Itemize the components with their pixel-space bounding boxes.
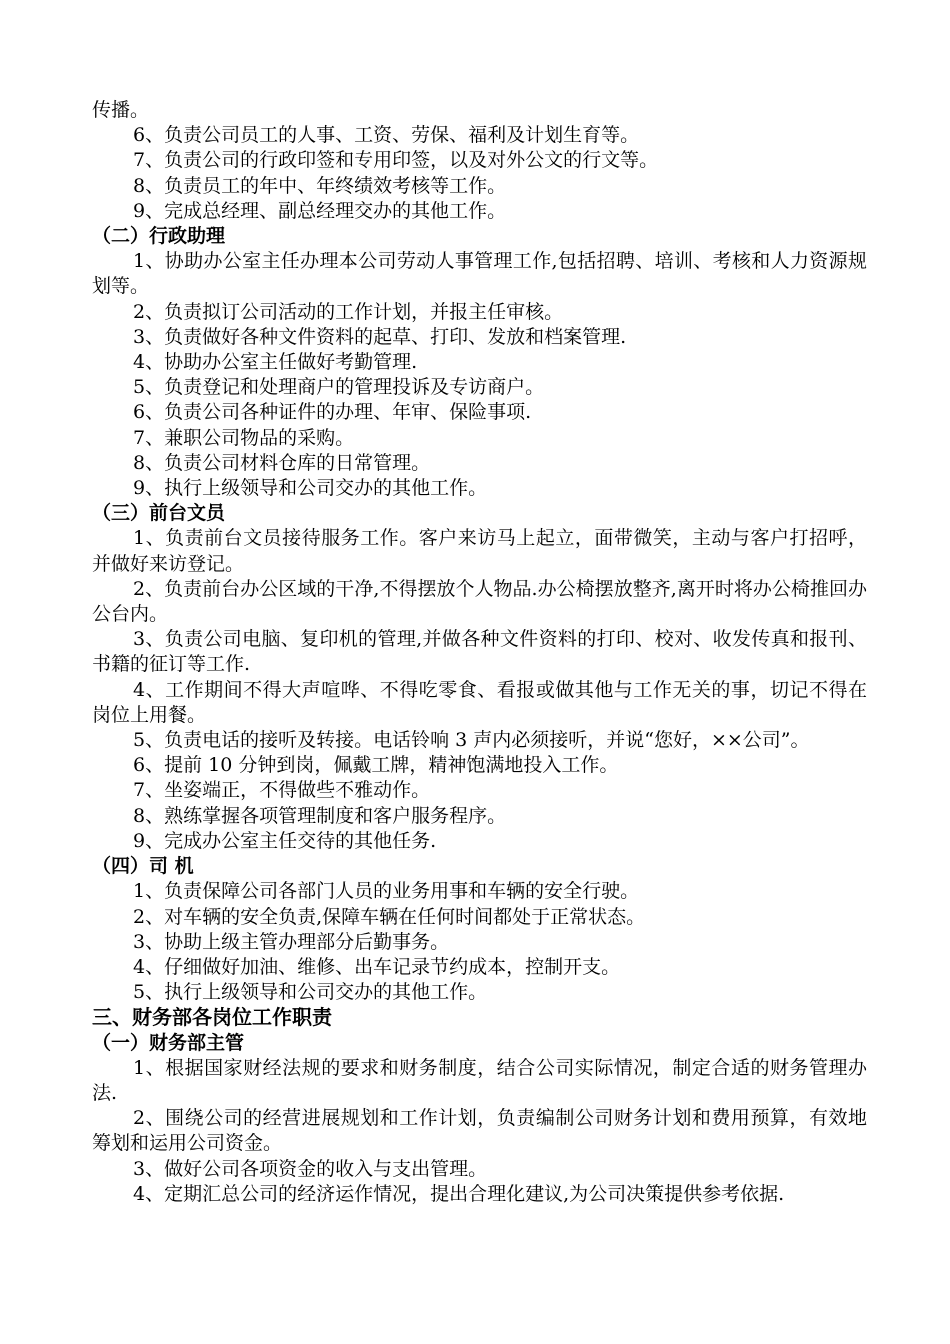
section-heading: （一）财务部主管 — [92, 1031, 245, 1054]
section-heading: （三）前台文员 — [92, 502, 226, 525]
list-item: 4、定期汇总公司的经济运作情况，提出合理化建议,为公司决策提供参考依据. — [133, 1182, 785, 1205]
list-item: 2、对车辆的安全负责,保障车辆在任何时间都处于正常状态。 — [133, 905, 646, 928]
list-item: 3、负责做好各种文件资料的起草、打印、发放和档案管理. — [133, 325, 627, 348]
list-item: 2、负责拟订公司活动的工作计划，并报主任审核。 — [133, 300, 564, 323]
list-item: 4、工作期间不得大声喧哗、不得吃零食、看报或做其他与工作无关的事，切记不得在岗位上用餐。 — [92, 678, 867, 726]
list-item: 7、兼职公司物品的采购。 — [133, 426, 355, 449]
list-item: 5、负责电话的接听及转接。电话铃响 3 声内必须接听，并说“您好，××公司”。 — [133, 729, 810, 752]
list-item: 5、负责登记和处理商户的管理投诉及专访商户。 — [133, 376, 545, 399]
list-item: 3、做好公司各项资金的收入与支出管理。 — [133, 1157, 488, 1180]
list-item: 4、协助办公室主任做好考勤管理. — [133, 351, 418, 374]
list-item: 8、负责员工的年中、年终绩效考核等工作。 — [133, 174, 507, 197]
list-item: 9、完成办公室主任交待的其他任务. — [133, 829, 437, 852]
list-item: 8、熟练掌握各项管理制度和客户服务程序。 — [133, 804, 507, 827]
section-heading: （四）司 机 — [92, 855, 194, 878]
list-item: 8、负责公司材料仓库的日常管理。 — [133, 451, 431, 474]
list-item: 6、负责公司各种证件的办理、年审、保险事项. — [133, 401, 532, 424]
list-item: 1、根据国家财经法规的要求和财务制度，结合公司实际情况，制定合适的财务管理办法. — [92, 1056, 867, 1104]
list-item: 3、负责公司电脑、复印机的管理,并做各种文件资料的打印、校对、收发传真和报刊、书籍的征订等工作. — [92, 628, 867, 676]
list-item: 6、负责公司员工的人事、工资、劳保、福利及计划生育等。 — [133, 124, 640, 147]
chapter-heading: 三、财务部各岗位工作职责 — [92, 1005, 332, 1030]
list-item: 2、负责前台办公区域的干净,不得摆放个人物品.办公椅摆放整齐,离开时将办公椅推回办公台内。 — [92, 577, 867, 626]
list-item: 9、执行上级领导和公司交办的其他工作。 — [133, 477, 488, 500]
list-item: 5、执行上级领导和公司交办的其他工作。 — [133, 981, 488, 1004]
list-item: 1、协助办公室主任办理本公司劳动人事管理工作,包括招聘、培训、考核和人力资源规划等。 — [92, 250, 867, 298]
document-body — [92, 98, 867, 1207]
list-item: 2、围绕公司的经营进展规划和工作计划，负责编制公司财务计划和费用预算，有效地筹划和运用公司资金。 — [92, 1107, 867, 1155]
list-item: 9、完成总经理、副总经理交办的其他工作。 — [133, 199, 507, 222]
list-item: 3、协助上级主管办理部分后勤事务。 — [133, 930, 450, 953]
paragraph: 传播。 — [92, 99, 150, 121]
list-item: 7、负责公司的行政印签和专用印签，以及对外公文的行文等。 — [133, 149, 659, 172]
list-item: 1、负责前台文员接待服务工作。客户来访马上起立，面带微笑，主动与客户打招呼，并做好来访登记。 — [92, 527, 867, 575]
list-item: 6、提前 10 分钟到岗，佩戴工牌，精神饱满地投入工作。 — [133, 754, 619, 777]
list-item: 7、坐姿端正，不得做些不雅动作。 — [133, 779, 431, 802]
section-heading: （二）行政助理 — [92, 225, 226, 248]
list-item: 1、负责保障公司各部门人员的业务用事和车辆的安全行驶。 — [133, 880, 640, 903]
list-item: 4、仔细做好加油、维修、出车记录节约成本，控制开支。 — [133, 955, 621, 978]
